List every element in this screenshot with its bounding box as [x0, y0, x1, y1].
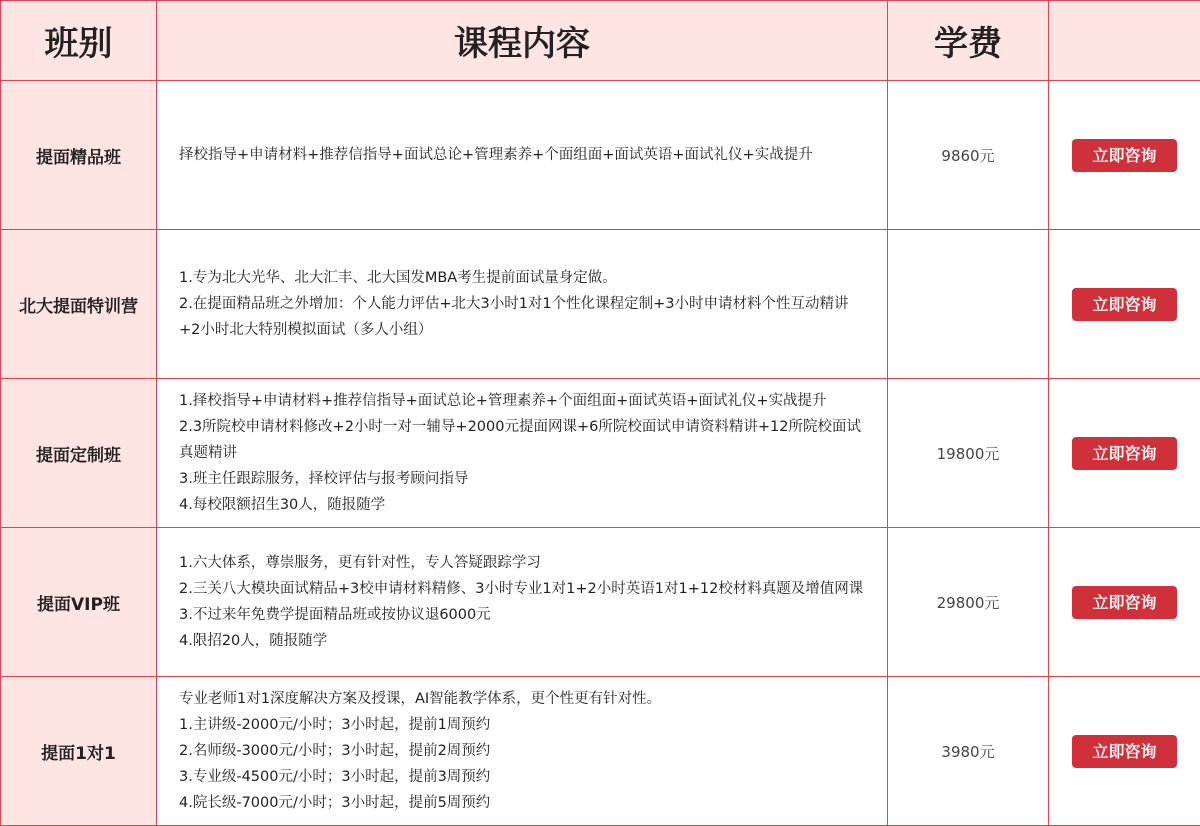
- table-row: [1, 230, 1200, 379]
- content-line: 1.择校指导+申请材料+推荐信指导+面试总论+管理素养+个面组面+面试英语+面试礼仪+实战提升: [179, 393, 827, 409]
- content-line: 2.3所院校申请材料修改+2小时一对一辅导+2000元提面网课+6所院校面试申请资料精讲+12所院校面试真题精讲: [179, 419, 861, 461]
- fee-value: [888, 230, 1049, 379]
- content-line: 3.班主任跟踪服务，择校评估与报考顾问指导: [179, 471, 469, 487]
- content-line: 1.主讲级-2000元/小时；3小时起，提前1周预约: [179, 717, 491, 733]
- course-content: [157, 230, 888, 379]
- course-content: [157, 528, 888, 677]
- consult-button[interactable]: 立即咨询: [1072, 139, 1177, 172]
- fee-value: 29800元: [888, 528, 1049, 677]
- course-content: [157, 81, 888, 230]
- content-line: 专业老师1对1深度解决方案及授课，AI智能教学体系，更个性更有针对性。: [179, 691, 662, 707]
- consult-button[interactable]: 立即咨询: [1072, 586, 1177, 619]
- header-content: 课程内容: [157, 1, 888, 81]
- class-name: 北大提面特训营: [1, 230, 157, 379]
- table-row: [1, 528, 1200, 677]
- class-name: 提面定制班: [1, 379, 157, 528]
- content-line: 1.六大体系，尊崇服务，更有针对性，专人答疑跟踪学习: [179, 555, 541, 571]
- fee-value: 9860元: [888, 81, 1049, 230]
- consult-button[interactable]: 立即咨询: [1072, 735, 1177, 768]
- fee-value: 3980元: [888, 677, 1049, 826]
- action-cell: [1049, 379, 1200, 528]
- table-row: [1, 81, 1200, 230]
- content-line: 2.在提面精品班之外增加：个人能力评估+北大3小时1对1个性化课程定制+3小时申请材料个性互动精讲+2小时北大特别模拟面试（多人小组）: [179, 296, 849, 338]
- content-line: 2.三关八大模块面试精品+3校申请材料精修、3小时专业1对1+2小时英语1对1+12校材料真题及增值网课: [179, 581, 864, 597]
- content-line: 4.院长级-7000元/小时；3小时起，提前5周预约: [179, 795, 491, 811]
- content-line: 4.每校限额招生30人，随报随学: [179, 497, 386, 513]
- header-action: [1049, 1, 1200, 81]
- class-name: 提面1对1: [1, 677, 157, 826]
- action-cell: [1049, 677, 1200, 826]
- course-content: [157, 677, 888, 826]
- content-line: 2.名师级-3000元/小时；3小时起，提前2周预约: [179, 743, 491, 759]
- consult-button[interactable]: 立即咨询: [1072, 288, 1177, 321]
- action-cell: [1049, 528, 1200, 677]
- action-cell: [1049, 81, 1200, 230]
- course-content: [157, 379, 888, 528]
- action-cell: [1049, 230, 1200, 379]
- content-line: 4.限招20人，随报随学: [179, 633, 328, 649]
- table-row: [1, 379, 1200, 528]
- fee-value: 19800元: [888, 379, 1049, 528]
- content-line: 1.专为北大光华、北大汇丰、北大国发MBA考生提前面试量身定做。: [179, 270, 617, 286]
- content-line: 3.不过来年免费学提面精品班或按协议退6000元: [179, 607, 491, 623]
- content-line: 3.专业级-4500元/小时；3小时起，提前3周预约: [179, 769, 491, 785]
- header-fee: 学费: [888, 1, 1049, 81]
- class-name: 提面VIP班: [1, 528, 157, 677]
- table-row: [1, 677, 1200, 826]
- table-header-row: [1, 1, 1200, 81]
- content-line: 择校指导+申请材料+推荐信指导+面试总论+管理素养+个面组面+面试英语+面试礼仪+实战提升: [179, 147, 813, 163]
- class-name: 提面精品班: [1, 81, 157, 230]
- header-class: 班别: [1, 1, 157, 81]
- consult-button[interactable]: 立即咨询: [1072, 437, 1177, 470]
